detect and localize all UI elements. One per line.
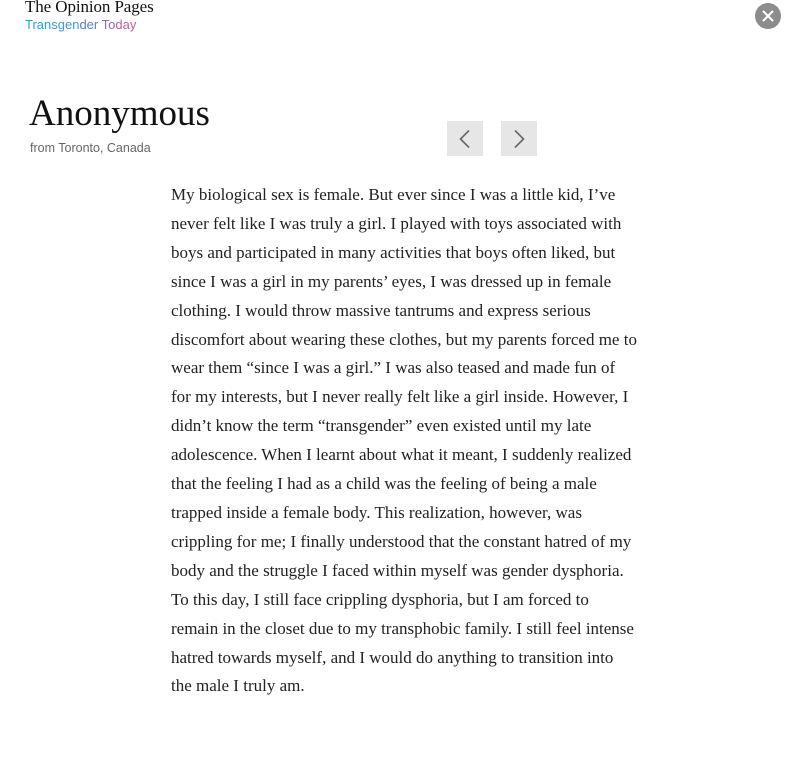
- brand-subtitle-part: To: [101, 17, 116, 32]
- chevron-right-icon: [512, 129, 526, 149]
- next-story-button[interactable]: [501, 121, 537, 156]
- story-text: My biological sex is female. But ever since I was a little kid, I’ve never felt like I was truly a girl. I played with toys associated with boys and participated in many activities that boys often liked, but since I was a girl in my parents’ eyes, I was dressed up in female clothing. I would throw massive tantrums and express serious discomfort about wearing these clothes, but my parents forced me to wear them “since I was a girl.” I was also teased and made fun of for my interests, but I never really felt like a girl inside. However, I didn’t know the term “transgender” even existed until my late adolescence. When I learnt about what it meant, I suddenly realized that the feeling I had as a child was the feeling of being a male trapped inside a female body. This realization, however, was crippling for me; I finally understood that the constant hatred of my body and the struggle I faced within myself was gender dysphoria. To this day, I still face crippling dysphoria, but I am forced to remain in the closet due to my transphobic family. I still feel intense hatred towards myself, and I would do anything to transition into the male I truly am.: [171, 185, 637, 696]
- close-button[interactable]: [755, 3, 781, 29]
- chevron-left-icon: [458, 129, 472, 149]
- close-x-icon: [762, 10, 774, 22]
- brand-subtitle-part: Tran: [25, 17, 52, 32]
- brand-subtitle-part: day: [115, 17, 137, 32]
- brand-title: The Opinion Pages: [25, 0, 154, 16]
- author-name: Anonymous: [29, 93, 210, 134]
- previous-story-button[interactable]: [447, 121, 483, 156]
- author-location: from Toronto, Canada: [30, 141, 151, 155]
- brand-subtitle: [25, 17, 154, 33]
- brand-logo[interactable]: [25, 0, 154, 33]
- brand-subtitle-part: der: [79, 17, 102, 32]
- brand-subtitle-part: sgen: [51, 17, 80, 32]
